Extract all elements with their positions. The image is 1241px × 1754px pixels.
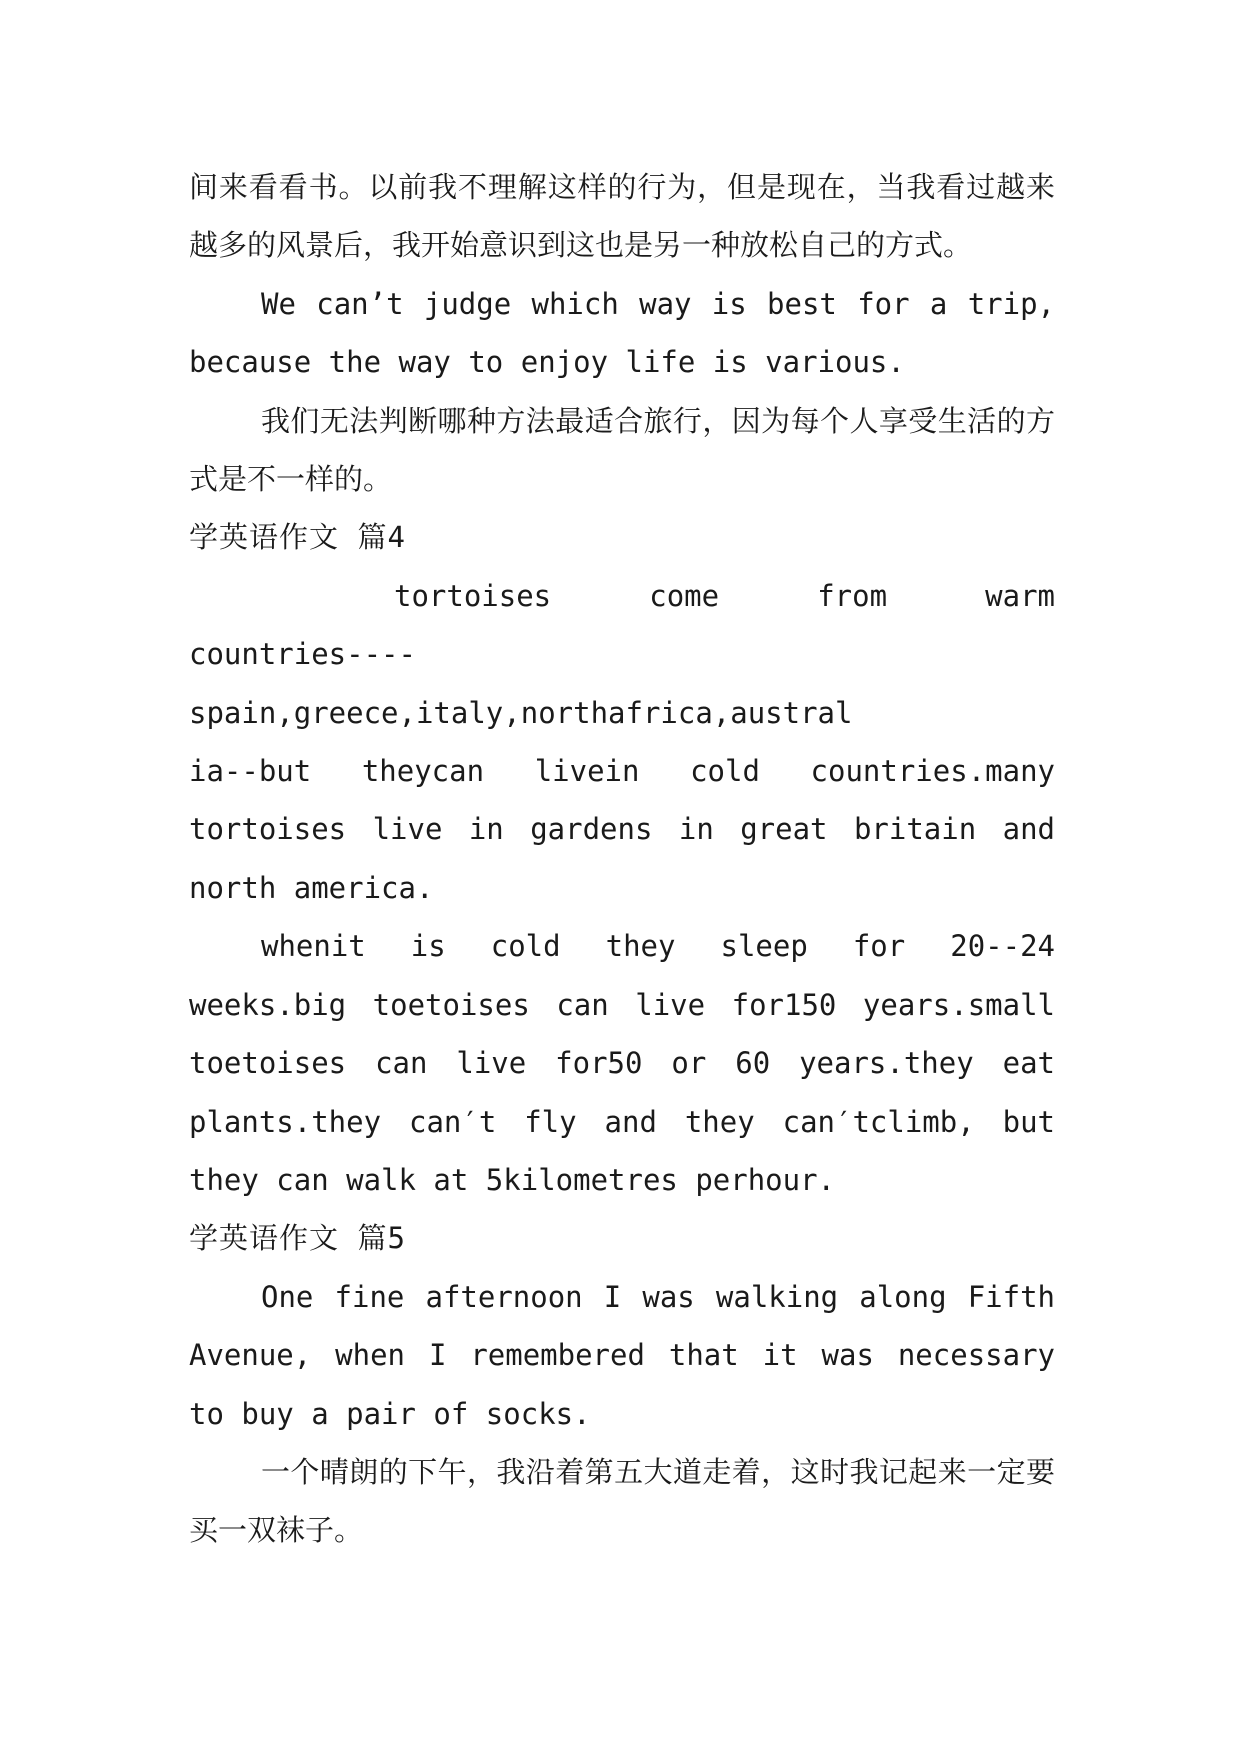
paragraph-english-fifth-avenue: One fine afternoon I was walking along Fifth Avenue, when I remembered that it was necessary to buy a pair of socks. [189,1279,1055,1431]
tortoises-line-5: north america. [189,870,434,905]
paragraph-english-judge: We can’t judge which way is best for a trip, because the way to enjoy life is various. [189,286,1055,380]
paragraph-tortoises [189,567,1055,917]
tortoises-line-1: tortoises come from warm [394,578,1055,613]
paragraph-chinese-judge: 我们无法判断哪种方法最适合旅行，因为每个人享受生活的方式是不一样的。 [189,403,1055,497]
document-body [189,158,1055,1560]
section-heading-5: 学英语作文 篇5 [189,1221,406,1256]
tortoises-line-3: ia--but theycan livein cold countries.many [189,754,1055,789]
paragraph-continuation-chinese: 间来看看书。以前我不理解这样的行为，但是现在，当我看过越来越多的风景后，我开始意识到这也是另一种放松自己的方式。 [189,170,1055,263]
tortoises-line-4: tortoises live in gardens in great britain and [189,812,1055,847]
paragraph-chinese-fifth-avenue: 一个晴朗的下午，我沿着第五大道走着，这时我记起来一定要买一双袜子。 [189,1454,1055,1548]
tortoises-line-2: countries----spain,greece,italy,northafrica,austral [189,637,853,730]
section-heading-4: 学英语作文 篇4 [189,520,406,555]
paragraph-tortoises-sleep: whenit is cold they sleep for 20--24 weeks.big toetoises can live for150 years.small toetoises can live for50 or 60 years.they eat plants.they can′t fly and they can′tclimb, but they can walk at 5kilometres perhour. [189,929,1055,1197]
